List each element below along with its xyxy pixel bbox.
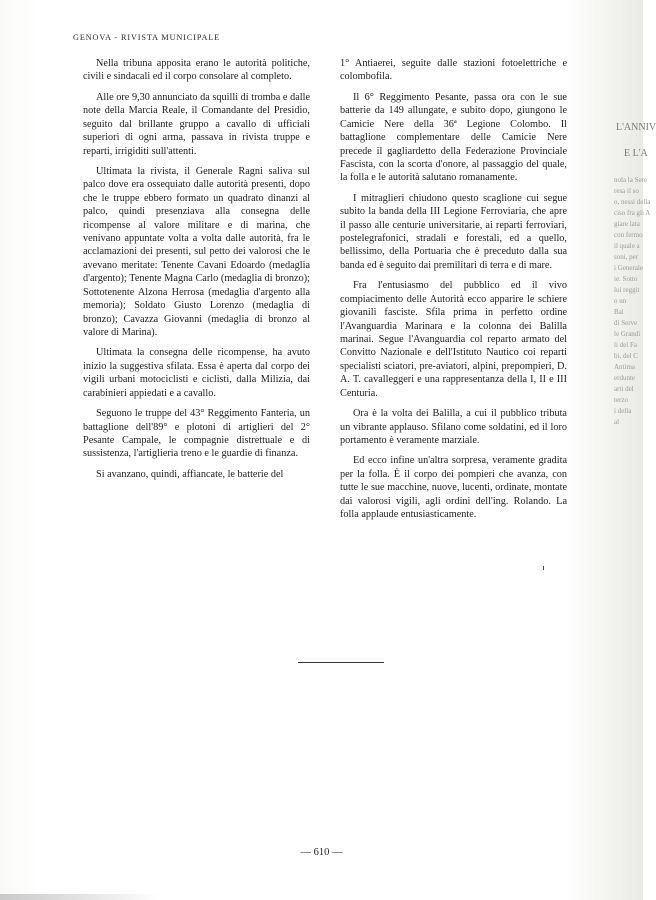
bleed-line: li del Fa — [614, 341, 637, 349]
paragraph: Ultimata la consegna delle ricompense, ha avuto inizio la suggestiva sfilata. Essa è aperta dal corpo dei vigili urbani motociclisti e ciclisti, dalla Milizia, dai carabinieri appiedati e a cavallo. — [83, 347, 310, 399]
left-column — [83, 57, 310, 488]
bleed-line: i Generale — [614, 264, 643, 272]
running-head: GENOVA - RIVISTA MUNICIPALE — [73, 33, 221, 42]
paragraph: Si avanzano, quindi, affiancate, le batterie del — [96, 468, 284, 480]
bleed-line: bi, del C — [614, 352, 638, 360]
scan-edge-shadow — [0, 894, 160, 900]
paragraph: Ora è la volta dei Balilla, a cui il pubblico tributa un vibrante applauso. Sfilano come soldatini, ed il loro portamento è veramente marziale. — [340, 408, 567, 446]
paragraph: Il 6° Reggimento Pesante, passa ora con le sue batterie da 149 allungate, e subito dopo, giungono le Camicie Nere della 36ª Legione Colombo. Il battaglione complementare delle Camicie Nere precede il gagliardetto della Federazione Provinciale Fascista, con la scorta d'onore, al passaggio del quale, la folla e le autorità salutano romanamente. — [340, 91, 567, 184]
paragraph: I mitraglieri chiudono questo scaglione cui segue subito la banda della III Legione Ferroviaria, che apre il passo alle centurie universitarie, ai reparti ferroviari, postelegrafonici, stradali e forestali, ed a quello, bellissimo, della Portuaria che è preceduto dalla sua banda ed è seguito dai premilitari di terra e di mare. — [340, 192, 567, 271]
bleed-line: con fermo — [614, 231, 643, 239]
bleed-line: nola la Sere — [614, 176, 648, 184]
paragraph: Ed ecco infine un'altra sorpresa, veramente gradita per la folla. È il corpo dei pompieri che avanza, con tutte le sue macchine, nuove, lucenti, ordinate, montate dai valorosi vigili, agli ordini dell'ing. Rolando. La folla applaude entusiasticamente. — [340, 455, 567, 521]
bleed-line: Antima — [614, 363, 635, 371]
bleed-line: ciso fra gli A — [614, 209, 651, 217]
bleed-heading: E L'A — [624, 148, 648, 159]
bleed-line: ie. Sotto — [614, 275, 638, 283]
bleed-line: resa il so — [614, 187, 639, 195]
bleed-line: giare lata — [614, 220, 640, 228]
bleed-line: di Serve — [614, 319, 638, 327]
bleed-line: o, nessi della — [614, 198, 651, 206]
bleed-line: soni, per — [614, 253, 639, 261]
bleed-line: i della — [614, 407, 632, 415]
bleed-line: le Grandi — [614, 330, 641, 338]
paragraph: Fra l'entusiasmo del pubblico ed il vivo compiacimento delle Autorità ecco apparire le schiere giovanili fasciste. Sfila prima in perfetto ordine l'Avanguardia Marinara e la colonna dei Balilla marinai. Segue l'Avanguardia col reparto armato del Convitto Nazionale e dell'Istituto Nautico coi reparti specialisti sciatori, pre-aviatori, alpini, prepompieri, D. A. T. cavalleggeri e una rappresentanza della I, II e III Centuria. — [340, 280, 567, 399]
bleed-line: terzo — [614, 396, 628, 404]
paragraph: 1° Antiaerei, seguite dalle stazioni fotoelettriche e colombofila. — [340, 58, 567, 83]
bleed-text — [614, 175, 654, 428]
bleed-line: arti del — [614, 385, 634, 393]
section-divider — [298, 662, 384, 663]
page-number: — 610 — — [300, 847, 343, 858]
paragraph: Ultimata la rivista, il Generale Ragni saliva sul palco dove era ossequiato dalle autorità presenti, dopo che le truppe ebbero formato un quadrato dinanzi al palco, quindi presenziava alla consegna delle ricompense al valore militare e di marina, che venivano appuntate volta a volta dalle autorità, fra le acclamazioni dei presenti, sul petto dei valorosi che le avevano meritate: Tenente Cavani Edoardo (medaglia d'argento); Tenente Magna Carlo (medaglia di bronzo); Sottotenente Alzona Herrosa (medaglia d'argento alla memoria); Soldato Giusto Lorenzo (medaglia di bronzo); Cavazza Giovanni (medaglia di bronzo al valore di Marina). — [83, 165, 310, 339]
bleed-line: lui reggit — [614, 286, 640, 294]
paragraph: Seguono le truppe del 43° Reggimento Fanteria, un battaglione dell'89° e plotoni di artiglieri del 2° Pesante Campale, le compagnie distrettuale e di sussistenza, l'artiglieria treno e le guardie di finanza. — [83, 408, 310, 460]
ink-speck — [543, 566, 544, 570]
paragraph: Nella tribuna apposita erano le autorità politiche, civili e sindacali ed il corpo consolare al completo. — [83, 58, 310, 83]
paragraph: Alle ore 9,30 annunciato da squilli di tromba e dalle note della Marcia Reale, il Comandante del Presidio, seguito dal brillante gruppo a cavallo di ufficiali superiori di ogni arma, passava in rivista truppe e reparti, irrigiditi sull'attenti. — [83, 91, 310, 157]
right-column — [340, 57, 567, 528]
bleed-heading: L'ANNIV — [616, 122, 656, 133]
bleed-line: erdunte — [614, 374, 635, 382]
bleed-line: al — [614, 418, 620, 426]
bleed-line: o un — [614, 297, 627, 305]
bleed-through-page — [612, 0, 656, 900]
bleed-line: il quale a — [614, 242, 640, 250]
bleed-line: Bal — [614, 308, 624, 316]
